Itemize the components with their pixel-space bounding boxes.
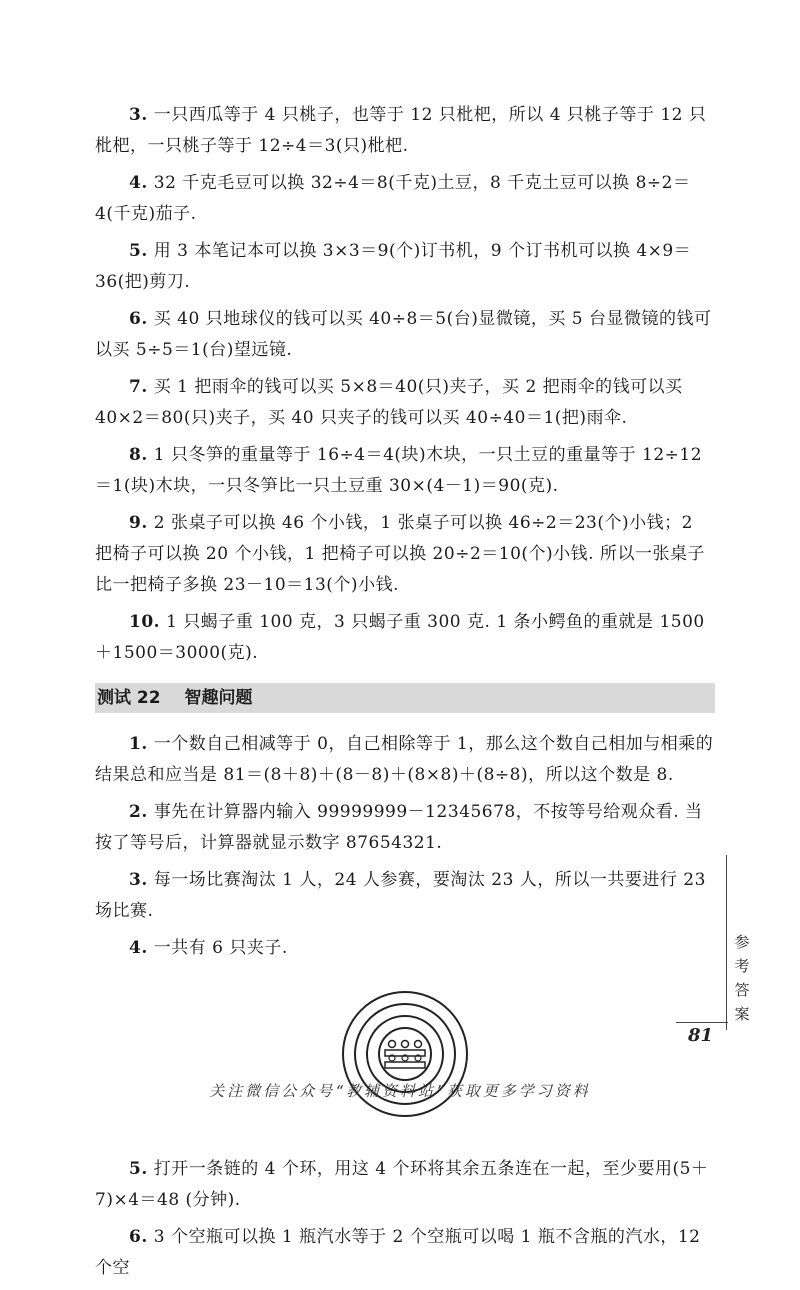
answer-item: 3. 一只西瓜等于 4 只桃子，也等于 12 只枇杷，所以 4 只桃子等于 12 只枇杷，一只桃子等于 12÷4＝3(只)枇杷. bbox=[95, 105, 707, 156]
footer-note: 关注微信公众号“教辅资料站”获取更多学习资料 bbox=[209, 1082, 591, 1100]
section-label: 测试 22 bbox=[97, 688, 161, 708]
sidebar-label: 参考答案 bbox=[734, 933, 750, 1023]
answer-item: 6. 买 40 只地球仪的钱可以买 40÷8＝5(台)显微镜，买 5 台显微镜的钱可以买 5÷5＝1(台)望远镜. bbox=[95, 309, 712, 360]
answer-item: 5. 用 3 本笔记本可以换 3×3＝9(个)订书机，9 个订书机可以换 4×9＝36(把)剪刀. bbox=[95, 241, 692, 292]
section-heading bbox=[95, 683, 715, 713]
answer-item: 7. 买 1 把雨伞的钱可以买 5×8＝40(只)夹子，买 2 把雨伞的钱可以买 40×2＝80(只)夹子，买 40 只夹子的钱可以买 40÷40＝1(把)雨伞. bbox=[95, 377, 683, 428]
answer-item: 9. 2 张桌子可以换 46 个小钱，1 张桌子可以换 46÷2＝23(个)小钱；2 把椅子可以换 20 个小钱，1 把椅子可以换 20÷2＝10(个)小钱. 所以一张桌子比一把椅子多换 23－10＝13(个)小钱. bbox=[95, 513, 705, 595]
answer-item: 2. 事先在计算器内输入 99999999－12345678，不按等号给观众看. 当按了等号后，计算器就显示数字 87654321. bbox=[95, 802, 703, 853]
answer-item: 4. 一共有 6 只夹子. bbox=[129, 938, 288, 958]
answers-section bbox=[95, 729, 715, 964]
section-title: 智趣问题 bbox=[184, 688, 253, 708]
answers-previous-test bbox=[95, 100, 715, 669]
sidebar-divider bbox=[726, 855, 728, 1030]
answer-item: 3. 每一场比赛淘汰 1 人，24 人参赛，要淘汰 23 人，所以一共要进行 23 场比赛. bbox=[95, 870, 706, 921]
page-number-rule bbox=[676, 1022, 728, 1023]
answers-continued bbox=[95, 1154, 715, 1284]
answer-item: 5. 打开一条链的 4 个环，用这 4 个环将其余五条连在一起，至少要用(5＋7)×4＝48 (分钟). bbox=[95, 1159, 709, 1210]
answer-item: 10. 1 只蝎子重 100 克，3 只蝎子重 300 克. 1 条小鳄鱼的重就是 1500＋1500＝3000(克). bbox=[95, 612, 705, 663]
concentric-rings-figure bbox=[95, 982, 715, 1132]
answer-item: 6. 3 个空瓶可以换 1 瓶汽水等于 2 个空瓶可以喝 1 瓶不含瓶的汽水，12 个空 bbox=[95, 1227, 701, 1278]
answer-item: 8. 1 只冬笋的重量等于 16÷4＝4(块)木块，一只土豆的重量等于 12÷12＝1(块)木块，一只冬笋比一只土豆重 30×(4－1)＝90(克). bbox=[95, 445, 703, 496]
page-number: 81 bbox=[688, 1025, 714, 1046]
answer-item: 1. 一个数自己相减等于 0，自己相除等于 1，那么这个数自己相加与相乘的结果总和应当是 81＝(8＋8)＋(8－8)＋(8×8)＋(8÷8)，所以这个数是 8. bbox=[95, 734, 714, 785]
page-content bbox=[95, 100, 715, 1290]
answer-item: 4. 32 千克毛豆可以换 32÷4＝8(千克)土豆，8 千克土豆可以换 8÷2＝4(千克)茄子. bbox=[95, 173, 691, 224]
rings-illustration bbox=[340, 982, 470, 1132]
